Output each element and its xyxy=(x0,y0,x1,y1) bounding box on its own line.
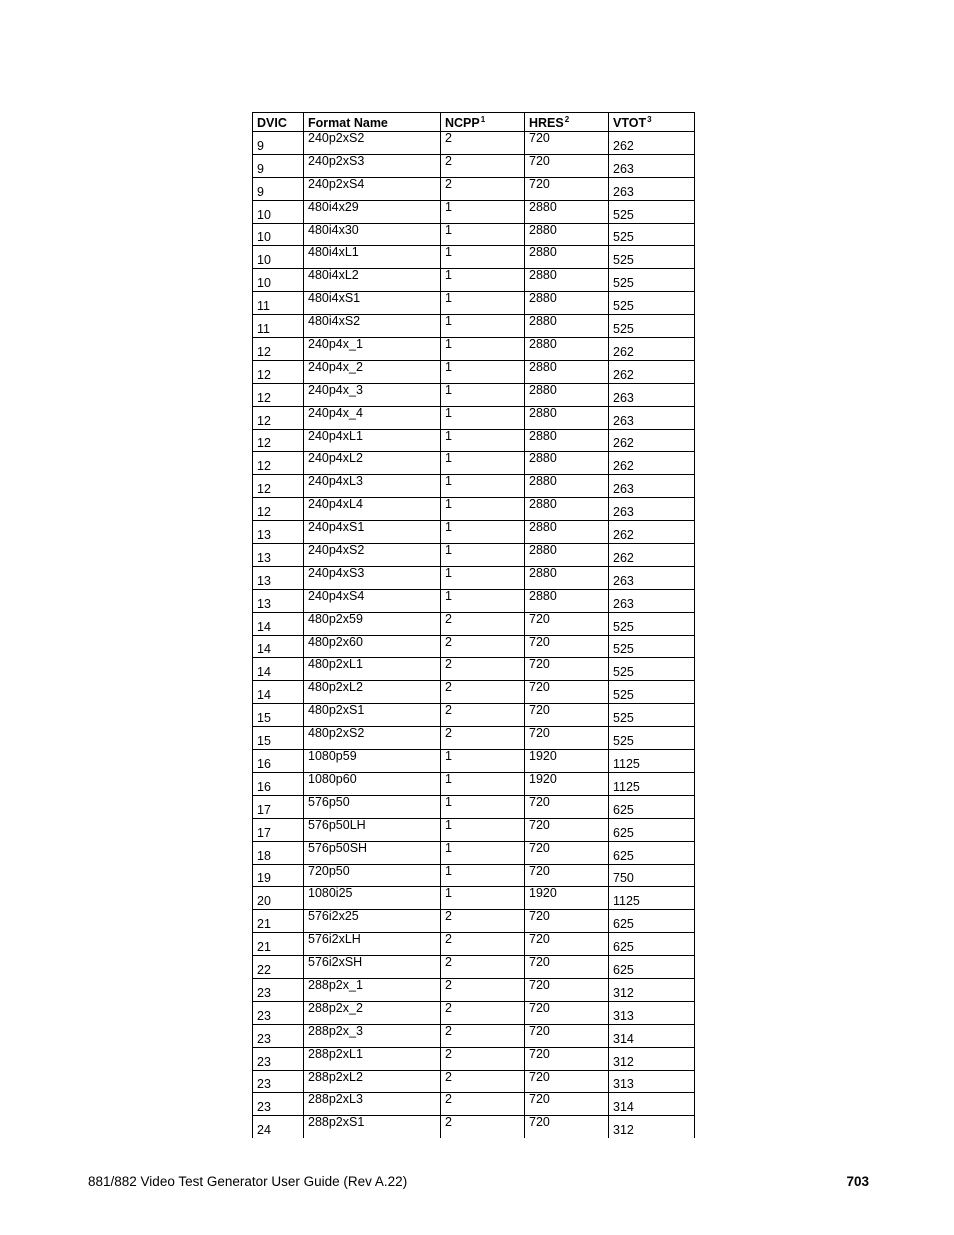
header-format-name: Format Name xyxy=(304,113,441,132)
cell-vtot: 525 xyxy=(609,635,695,658)
table-row xyxy=(253,910,695,933)
cell-hres: 2880 xyxy=(525,246,609,269)
cell-format-name: 288p2xL3 xyxy=(304,1093,441,1116)
table-row xyxy=(253,177,695,200)
cell-format-name: 1080p59 xyxy=(304,750,441,773)
cell-format-name: 480p2x59 xyxy=(304,612,441,635)
table-row xyxy=(253,315,695,338)
cell-hres: 720 xyxy=(525,1024,609,1047)
cell-vtot: 262 xyxy=(609,360,695,383)
cell-format-name: 576p50SH xyxy=(304,841,441,864)
cell-dvic: 13 xyxy=(253,566,304,589)
cell-dvic: 22 xyxy=(253,956,304,979)
cell-format-name: 576i2x25 xyxy=(304,910,441,933)
cell-hres: 1920 xyxy=(525,772,609,795)
table-row xyxy=(253,269,695,292)
cell-ncpp: 1 xyxy=(441,269,525,292)
cell-dvic: 12 xyxy=(253,475,304,498)
cell-format-name: 576i2xLH xyxy=(304,933,441,956)
cell-format-name: 240p4xS1 xyxy=(304,521,441,544)
table-row xyxy=(253,246,695,269)
table-row xyxy=(253,727,695,750)
cell-format-name: 240p2xS2 xyxy=(304,132,441,155)
cell-dvic: 17 xyxy=(253,818,304,841)
cell-format-name: 576i2xSH xyxy=(304,956,441,979)
cell-vtot: 525 xyxy=(609,200,695,223)
cell-hres: 720 xyxy=(525,864,609,887)
table-header-row xyxy=(253,113,695,132)
cell-format-name: 240p4x_2 xyxy=(304,360,441,383)
format-table xyxy=(252,112,695,1138)
cell-hres: 2880 xyxy=(525,200,609,223)
cell-hres: 720 xyxy=(525,177,609,200)
cell-hres: 720 xyxy=(525,933,609,956)
cell-dvic: 21 xyxy=(253,933,304,956)
table-row xyxy=(253,498,695,521)
cell-ncpp: 1 xyxy=(441,498,525,521)
cell-format-name: 288p2xS1 xyxy=(304,1116,441,1138)
cell-ncpp: 1 xyxy=(441,544,525,567)
header-hres: HRES$^2$ xyxy=(525,113,609,132)
table-row xyxy=(253,681,695,704)
cell-hres: 720 xyxy=(525,727,609,750)
cell-format-name: 480p2xS1 xyxy=(304,704,441,727)
cell-vtot: 262 xyxy=(609,132,695,155)
table-row xyxy=(253,612,695,635)
cell-hres: 720 xyxy=(525,956,609,979)
cell-dvic: 20 xyxy=(253,887,304,910)
cell-ncpp: 2 xyxy=(441,1070,525,1093)
cell-vtot: 1125 xyxy=(609,750,695,773)
table-row xyxy=(253,887,695,910)
cell-hres: 720 xyxy=(525,658,609,681)
cell-dvic: 15 xyxy=(253,727,304,750)
cell-vtot: 625 xyxy=(609,818,695,841)
cell-format-name: 480i4x29 xyxy=(304,200,441,223)
cell-hres: 2880 xyxy=(525,589,609,612)
cell-ncpp: 1 xyxy=(441,246,525,269)
cell-hres: 2880 xyxy=(525,223,609,246)
cell-format-name: 1080p60 xyxy=(304,772,441,795)
cell-vtot: 262 xyxy=(609,521,695,544)
table-row xyxy=(253,338,695,361)
cell-format-name: 480p2xL2 xyxy=(304,681,441,704)
cell-vtot: 525 xyxy=(609,223,695,246)
cell-dvic: 10 xyxy=(253,246,304,269)
cell-hres: 2880 xyxy=(525,383,609,406)
cell-vtot: 625 xyxy=(609,795,695,818)
cell-hres: 2880 xyxy=(525,544,609,567)
table-row xyxy=(253,1047,695,1070)
cell-dvic: 11 xyxy=(253,315,304,338)
cell-format-name: 240p4xL2 xyxy=(304,452,441,475)
cell-ncpp: 1 xyxy=(441,864,525,887)
cell-hres: 720 xyxy=(525,681,609,704)
cell-dvic: 9 xyxy=(253,154,304,177)
cell-vtot: 313 xyxy=(609,1070,695,1093)
table-row xyxy=(253,475,695,498)
cell-format-name: 480i4xL1 xyxy=(304,246,441,269)
cell-dvic: 18 xyxy=(253,841,304,864)
cell-hres: 2880 xyxy=(525,498,609,521)
cell-dvic: 12 xyxy=(253,383,304,406)
cell-format-name: 288p2x_2 xyxy=(304,1001,441,1024)
cell-ncpp: 2 xyxy=(441,1001,525,1024)
cell-vtot: 625 xyxy=(609,841,695,864)
cell-ncpp: 1 xyxy=(441,841,525,864)
cell-vtot: 313 xyxy=(609,1001,695,1024)
cell-ncpp: 1 xyxy=(441,383,525,406)
cell-dvic: 14 xyxy=(253,681,304,704)
table-row xyxy=(253,1070,695,1093)
cell-ncpp: 1 xyxy=(441,475,525,498)
cell-vtot: 263 xyxy=(609,406,695,429)
cell-hres: 720 xyxy=(525,795,609,818)
cell-vtot: 263 xyxy=(609,498,695,521)
cell-dvic: 12 xyxy=(253,452,304,475)
cell-format-name: 1080i25 xyxy=(304,887,441,910)
cell-dvic: 13 xyxy=(253,521,304,544)
cell-vtot: 263 xyxy=(609,589,695,612)
cell-dvic: 23 xyxy=(253,1070,304,1093)
cell-ncpp: 1 xyxy=(441,315,525,338)
table-row xyxy=(253,589,695,612)
table-row xyxy=(253,566,695,589)
table-row xyxy=(253,978,695,1001)
cell-dvic: 10 xyxy=(253,200,304,223)
cell-format-name: 480i4xS1 xyxy=(304,292,441,315)
cell-ncpp: 1 xyxy=(441,589,525,612)
cell-vtot: 263 xyxy=(609,566,695,589)
cell-dvic: 14 xyxy=(253,658,304,681)
cell-hres: 720 xyxy=(525,1116,609,1138)
cell-hres: 2880 xyxy=(525,521,609,544)
cell-ncpp: 1 xyxy=(441,772,525,795)
cell-dvic: 23 xyxy=(253,1093,304,1116)
cell-format-name: 720p50 xyxy=(304,864,441,887)
cell-dvic: 12 xyxy=(253,338,304,361)
cell-ncpp: 2 xyxy=(441,132,525,155)
cell-ncpp: 1 xyxy=(441,292,525,315)
cell-hres: 2880 xyxy=(525,338,609,361)
cell-dvic: 10 xyxy=(253,223,304,246)
cell-vtot: 312 xyxy=(609,978,695,1001)
cell-vtot: 525 xyxy=(609,727,695,750)
cell-vtot: 263 xyxy=(609,154,695,177)
cell-vtot: 625 xyxy=(609,910,695,933)
cell-dvic: 16 xyxy=(253,772,304,795)
cell-vtot: 525 xyxy=(609,269,695,292)
cell-vtot: 314 xyxy=(609,1093,695,1116)
cell-hres: 720 xyxy=(525,841,609,864)
cell-ncpp: 2 xyxy=(441,727,525,750)
table-row xyxy=(253,635,695,658)
cell-ncpp: 1 xyxy=(441,521,525,544)
cell-ncpp: 2 xyxy=(441,658,525,681)
cell-ncpp: 1 xyxy=(441,429,525,452)
cell-ncpp: 2 xyxy=(441,177,525,200)
cell-hres: 2880 xyxy=(525,292,609,315)
cell-format-name: 288p2x_3 xyxy=(304,1024,441,1047)
cell-vtot: 262 xyxy=(609,429,695,452)
cell-format-name: 480p2xL1 xyxy=(304,658,441,681)
cell-vtot: 525 xyxy=(609,292,695,315)
cell-dvic: 9 xyxy=(253,177,304,200)
cell-format-name: 240p4xS4 xyxy=(304,589,441,612)
cell-format-name: 240p4xL3 xyxy=(304,475,441,498)
table-row xyxy=(253,704,695,727)
cell-ncpp: 1 xyxy=(441,200,525,223)
cell-vtot: 1125 xyxy=(609,887,695,910)
table-row xyxy=(253,406,695,429)
cell-dvic: 24 xyxy=(253,1116,304,1138)
cell-hres: 2880 xyxy=(525,315,609,338)
cell-hres: 720 xyxy=(525,1001,609,1024)
cell-dvic: 13 xyxy=(253,544,304,567)
table-row xyxy=(253,521,695,544)
cell-dvic: 14 xyxy=(253,612,304,635)
cell-dvic: 23 xyxy=(253,1001,304,1024)
cell-ncpp: 1 xyxy=(441,452,525,475)
cell-dvic: 13 xyxy=(253,589,304,612)
cell-hres: 720 xyxy=(525,704,609,727)
cell-ncpp: 2 xyxy=(441,704,525,727)
cell-dvic: 23 xyxy=(253,1024,304,1047)
cell-dvic: 15 xyxy=(253,704,304,727)
cell-dvic: 12 xyxy=(253,498,304,521)
cell-ncpp: 2 xyxy=(441,910,525,933)
cell-ncpp: 1 xyxy=(441,338,525,361)
cell-format-name: 288p2xL1 xyxy=(304,1047,441,1070)
cell-ncpp: 1 xyxy=(441,566,525,589)
table-header xyxy=(253,113,695,132)
cell-vtot: 263 xyxy=(609,177,695,200)
cell-vtot: 525 xyxy=(609,704,695,727)
cell-ncpp: 2 xyxy=(441,956,525,979)
cell-dvic: 12 xyxy=(253,429,304,452)
table-row xyxy=(253,360,695,383)
cell-format-name: 240p4xL4 xyxy=(304,498,441,521)
header-dvic: DVIC xyxy=(253,113,304,132)
cell-format-name: 576p50 xyxy=(304,795,441,818)
cell-vtot: 525 xyxy=(609,246,695,269)
cell-format-name: 576p50LH xyxy=(304,818,441,841)
cell-ncpp: 1 xyxy=(441,795,525,818)
cell-ncpp: 2 xyxy=(441,681,525,704)
cell-hres: 720 xyxy=(525,978,609,1001)
cell-hres: 2880 xyxy=(525,429,609,452)
cell-format-name: 288p2xL2 xyxy=(304,1070,441,1093)
cell-dvic: 23 xyxy=(253,1047,304,1070)
cell-vtot: 625 xyxy=(609,956,695,979)
table-row xyxy=(253,223,695,246)
table-row xyxy=(253,1116,695,1138)
cell-dvic: 16 xyxy=(253,750,304,773)
cell-ncpp: 1 xyxy=(441,360,525,383)
cell-format-name: 240p4x_3 xyxy=(304,383,441,406)
table-row xyxy=(253,795,695,818)
cell-ncpp: 1 xyxy=(441,887,525,910)
table-row xyxy=(253,933,695,956)
cell-vtot: 314 xyxy=(609,1024,695,1047)
cell-vtot: 263 xyxy=(609,383,695,406)
cell-ncpp: 2 xyxy=(441,978,525,1001)
cell-format-name: 240p4xS3 xyxy=(304,566,441,589)
cell-vtot: 525 xyxy=(609,612,695,635)
cell-format-name: 240p4x_4 xyxy=(304,406,441,429)
cell-format-name: 480i4xL2 xyxy=(304,269,441,292)
table-row xyxy=(253,154,695,177)
table-row xyxy=(253,383,695,406)
cell-dvic: 12 xyxy=(253,360,304,383)
cell-ncpp: 2 xyxy=(441,1024,525,1047)
footer-page-number: 703 xyxy=(846,1174,869,1189)
cell-hres: 2880 xyxy=(525,406,609,429)
cell-hres: 2880 xyxy=(525,475,609,498)
cell-vtot: 525 xyxy=(609,681,695,704)
cell-ncpp: 2 xyxy=(441,933,525,956)
cell-vtot: 262 xyxy=(609,452,695,475)
table-row xyxy=(253,818,695,841)
cell-dvic: 23 xyxy=(253,978,304,1001)
cell-ncpp: 2 xyxy=(441,612,525,635)
table-row xyxy=(253,132,695,155)
cell-vtot: 1125 xyxy=(609,772,695,795)
cell-format-name: 288p2x_1 xyxy=(304,978,441,1001)
cell-dvic: 14 xyxy=(253,635,304,658)
cell-hres: 720 xyxy=(525,612,609,635)
cell-format-name: 240p2xS3 xyxy=(304,154,441,177)
cell-hres: 720 xyxy=(525,1070,609,1093)
cell-dvic: 19 xyxy=(253,864,304,887)
table-row xyxy=(253,1024,695,1047)
cell-ncpp: 1 xyxy=(441,406,525,429)
table-row xyxy=(253,292,695,315)
cell-hres: 2880 xyxy=(525,360,609,383)
cell-vtot: 263 xyxy=(609,475,695,498)
cell-dvic: 12 xyxy=(253,406,304,429)
table-row xyxy=(253,544,695,567)
header-ncpp: NCPP$^1$ xyxy=(441,113,525,132)
table-row xyxy=(253,772,695,795)
cell-ncpp: 2 xyxy=(441,1047,525,1070)
table-row xyxy=(253,956,695,979)
table-row xyxy=(253,658,695,681)
cell-hres: 720 xyxy=(525,154,609,177)
cell-vtot: 525 xyxy=(609,658,695,681)
table-body xyxy=(253,132,695,1139)
cell-hres: 720 xyxy=(525,1047,609,1070)
cell-ncpp: 2 xyxy=(441,1116,525,1138)
cell-hres: 2880 xyxy=(525,452,609,475)
table-row xyxy=(253,1001,695,1024)
cell-format-name: 240p2xS4 xyxy=(304,177,441,200)
cell-hres: 720 xyxy=(525,818,609,841)
footer-document-title: 881/882 Video Test Generator User Guide (Rev A.22) xyxy=(88,1174,408,1189)
cell-format-name: 240p4xS2 xyxy=(304,544,441,567)
cell-vtot: 525 xyxy=(609,315,695,338)
cell-vtot: 750 xyxy=(609,864,695,887)
table-row xyxy=(253,1093,695,1116)
cell-hres: 1920 xyxy=(525,887,609,910)
table-row xyxy=(253,200,695,223)
cell-vtot: 625 xyxy=(609,933,695,956)
cell-format-name: 480p2x60 xyxy=(304,635,441,658)
table-row xyxy=(253,750,695,773)
cell-hres: 720 xyxy=(525,132,609,155)
cell-hres: 2880 xyxy=(525,269,609,292)
cell-format-name: 240p4xL1 xyxy=(304,429,441,452)
cell-vtot: 312 xyxy=(609,1116,695,1138)
cell-format-name: 480i4x30 xyxy=(304,223,441,246)
cell-dvic: 17 xyxy=(253,795,304,818)
cell-hres: 720 xyxy=(525,1093,609,1116)
cell-vtot: 312 xyxy=(609,1047,695,1070)
cell-hres: 1920 xyxy=(525,750,609,773)
table-row xyxy=(253,841,695,864)
cell-dvic: 9 xyxy=(253,132,304,155)
cell-hres: 720 xyxy=(525,910,609,933)
cell-vtot: 262 xyxy=(609,338,695,361)
cell-ncpp: 1 xyxy=(441,223,525,246)
cell-vtot: 262 xyxy=(609,544,695,567)
table-row xyxy=(253,864,695,887)
cell-format-name: 480p2xS2 xyxy=(304,727,441,750)
cell-format-name: 240p4x_1 xyxy=(304,338,441,361)
cell-dvic: 11 xyxy=(253,292,304,315)
header-vtot: VTOT$^3$ xyxy=(609,113,695,132)
cell-dvic: 10 xyxy=(253,269,304,292)
cell-ncpp: 2 xyxy=(441,154,525,177)
cell-ncpp: 1 xyxy=(441,818,525,841)
cell-dvic: 21 xyxy=(253,910,304,933)
cell-hres: 720 xyxy=(525,635,609,658)
cell-ncpp: 1 xyxy=(441,750,525,773)
cell-hres: 2880 xyxy=(525,566,609,589)
cell-format-name: 480i4xS2 xyxy=(304,315,441,338)
cell-ncpp: 2 xyxy=(441,635,525,658)
table-row xyxy=(253,429,695,452)
cell-ncpp: 2 xyxy=(441,1093,525,1116)
table-row xyxy=(253,452,695,475)
